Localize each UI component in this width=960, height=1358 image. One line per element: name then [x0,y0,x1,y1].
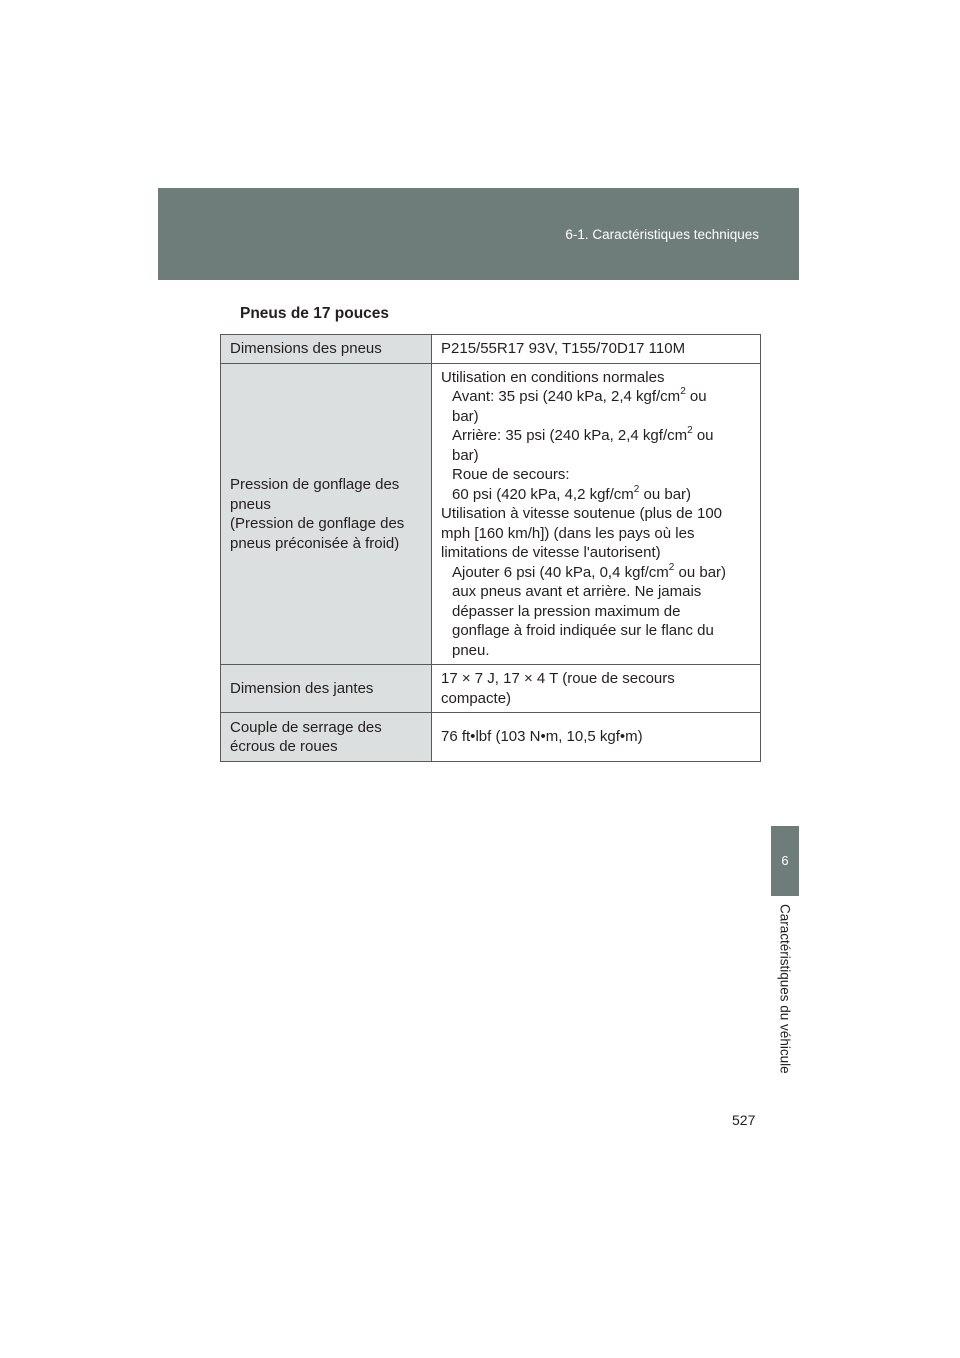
row-label: Dimensions des pneus [221,335,432,364]
row-value [432,364,761,665]
value-line: Arrière: 35 psi (240 kPa, 2,4 kgf/$cm^2$ ou [452,425,714,445]
value-line: Ajouter 6 psi (40 kPa, 0,4 kgf/$cm^2$ ou bar) [452,561,727,581]
value-line: dépasser la pression maximum de [452,602,681,620]
table-row [221,335,761,364]
value-line: bar) [452,407,479,425]
tire-spec-table [220,334,761,762]
row-label [221,713,432,762]
row-label [221,364,432,665]
chapter-number: 6 [781,853,789,868]
label-line: écrous de roues [230,738,338,755]
chapter-side-label-text: Caractéristiques du véhicule [777,904,793,1074]
chapter-section-title: 6-1. Caractéristiques techniques [565,227,759,242]
label-line: pneus [230,495,271,513]
row-value [432,665,761,713]
value-line: bar) [452,446,479,464]
value-line: 17 × 7 J, 17 × 4 T (roue de secours [441,670,675,687]
table-row [221,364,761,665]
chapter-header-band [158,188,799,280]
page-number: 527 [732,1112,756,1128]
value-line: Utilisation en conditions normales [441,368,665,386]
label-line: (Pression de gonflage des [230,515,405,532]
row-label: Dimension des jantes [221,665,432,713]
label-line: Couple de serrage des [230,718,382,736]
section-heading: Pneus de 17 pouces [240,305,390,322]
chapter-side-label [759,904,811,1086]
table-row [221,665,761,713]
value-line: aux pneus avant et arrière. Ne jamais [452,583,702,601]
value-line: pneu. [452,641,490,659]
label-line: Pression de gonflage des [230,476,400,493]
row-value: 76 ft•lbf (103 N•m, 10,5 kgf•m) [432,713,761,762]
value-line: Utilisation à vitesse soutenue (plus de 100 [441,505,723,523]
row-value: P215/55R17 93V, T155/70D17 110M [432,335,761,364]
value-line: 60 psi (420 kPa, 4,2 kgf/$cm^2$ ou bar) [452,483,692,503]
value-line: mph [160 km/h]) (dans les pays où les [441,524,695,542]
value-line: gonflage à froid indiquée sur le flanc du [452,622,714,640]
chapter-tab [771,826,799,896]
label-line: pneus préconisée à froid) [230,534,400,552]
value-line: limitations de vitesse l'autorisent) [441,544,661,562]
value-line: Avant: 35 psi (240 kPa, 2,4 kgf/$cm^2$ ou [452,386,707,406]
value-line: compacte) [441,689,512,707]
value-line: Roue de secours: [452,466,570,484]
table-row [221,713,761,762]
